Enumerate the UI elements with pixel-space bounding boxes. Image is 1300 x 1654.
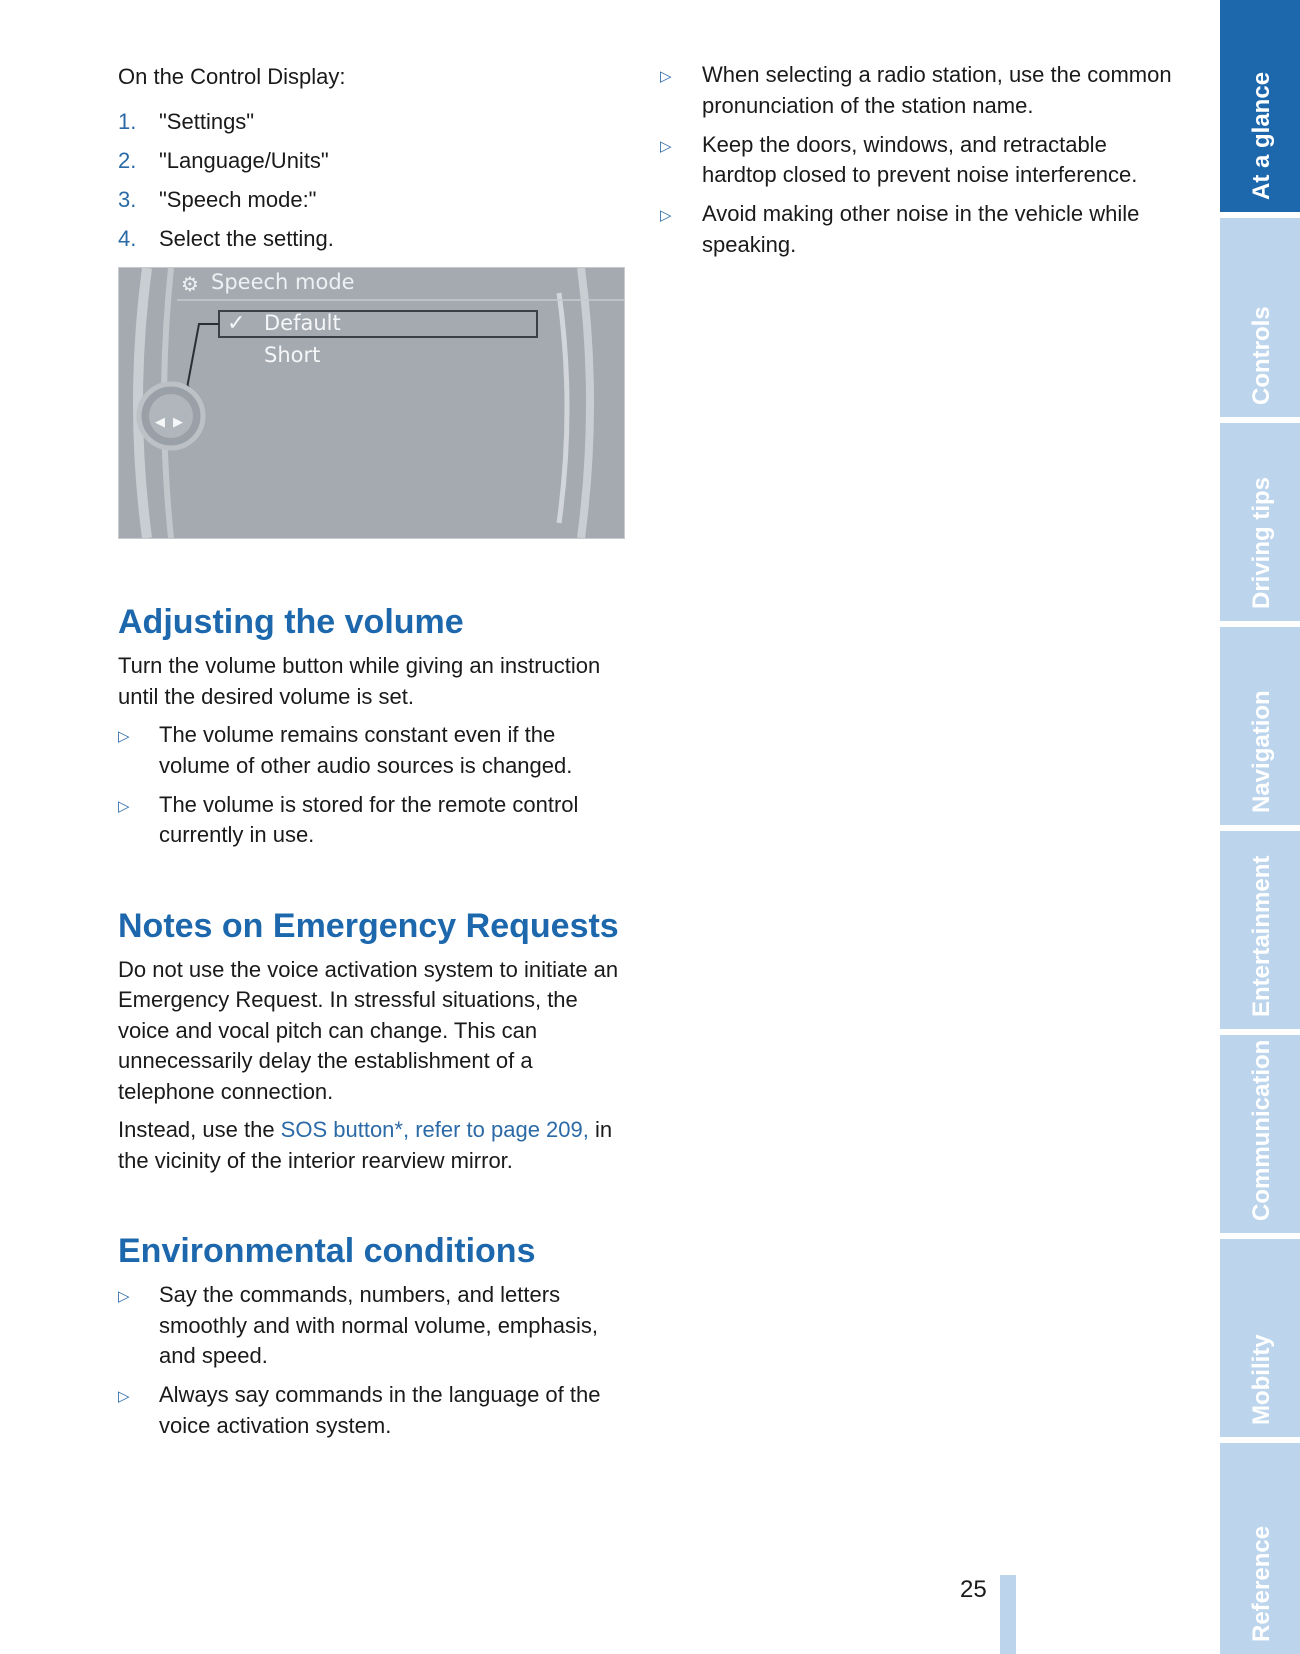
emergency-text: Do not use the voice activation system to initiate an Emergency Request. In stressful situations, the voice and vocal pitch can change. This can unnecessarily delay the establishment of a telephone connection. bbox=[118, 956, 619, 1104]
tab-driving-tips[interactable]: Driving tips bbox=[1220, 423, 1300, 627]
option-default: Default bbox=[264, 311, 341, 335]
tab-communication[interactable]: Communication bbox=[1220, 1035, 1300, 1239]
bullet-triangle-icon: ▷ bbox=[660, 68, 672, 85]
bullet-triangle-icon: ▷ bbox=[660, 137, 672, 155]
steps-list bbox=[118, 107, 623, 255]
page-number: 25 bbox=[960, 1576, 987, 1603]
list-item: 3. "Speech mode:" bbox=[118, 186, 317, 212]
list-item: 2. "Language/Units" bbox=[118, 147, 329, 173]
list-item: ▷ Keep the doors, windows, and retractable hardtop closed to prevent noise interference. bbox=[660, 130, 1172, 191]
bullet-triangle-icon: ▷ bbox=[118, 797, 130, 815]
tab-at-a-glance[interactable]: At a glance bbox=[1220, 0, 1300, 218]
environment-bullets bbox=[118, 1280, 623, 1441]
tab-mobility[interactable]: Mobility bbox=[1220, 1239, 1300, 1443]
section-environment bbox=[118, 1232, 623, 1441]
list-item: 4. Select the setting. bbox=[118, 225, 334, 251]
list-item: ▷ The volume remains constant even if the volume of other audio sources is changed. bbox=[118, 720, 623, 781]
heading-emergency: Notes on Emergency Requests bbox=[118, 906, 619, 945]
list-item: ▷ Say the commands, numbers, and letters smoothly and with normal volume, emphasis, and speed. bbox=[118, 1280, 623, 1372]
tab-controls[interactable]: Controls bbox=[1220, 218, 1300, 423]
tab-entertainment[interactable]: Entertainment bbox=[1220, 831, 1300, 1035]
heading-environment: Environmental conditions bbox=[118, 1232, 536, 1270]
sos-button-link[interactable]: SOS button*, refer to page 209, bbox=[280, 1117, 589, 1142]
checkmark-icon: ✓ bbox=[227, 310, 246, 335]
bullet-triangle-icon: ▷ bbox=[118, 1288, 130, 1305]
right-bullets bbox=[660, 60, 1172, 260]
list-item: 1. "Settings" bbox=[118, 108, 255, 134]
bullet-triangle-icon: ▷ bbox=[660, 207, 672, 224]
emergency-instead-text: Instead, use the SOS button*, refer to page 209, in the vicinity of the interior rearview mirror. bbox=[118, 1117, 613, 1173]
tab-reference[interactable]: Reference bbox=[1220, 1443, 1300, 1654]
volume-text: Turn the volume button while giving an instruction until the desired volume is set. bbox=[118, 653, 601, 709]
list-item: ▷ When selecting a radio station, use the common pronunciation of the station name. bbox=[660, 60, 1172, 121]
list-item: ▷ The volume is stored for the remote control currently in use. bbox=[118, 790, 623, 851]
screen-frame-graphic bbox=[119, 268, 624, 538]
tab-navigation[interactable]: Navigation bbox=[1220, 627, 1300, 831]
section-emergency bbox=[118, 907, 623, 1177]
bullet-triangle-icon: ▷ bbox=[118, 728, 130, 745]
list-item: ▷ Avoid making other noise in the vehicle while speaking. bbox=[660, 199, 1172, 260]
control-display-screenshot bbox=[118, 267, 625, 539]
settings-gear-icon: ⚙ bbox=[181, 274, 199, 296]
page-number-bar bbox=[1000, 1575, 1016, 1654]
intro-text: On the Control Display: bbox=[118, 64, 346, 89]
right-column bbox=[660, 60, 1172, 269]
screen-title: Speech mode bbox=[211, 270, 355, 294]
option-short: Short bbox=[264, 343, 321, 367]
list-item: ▷ Always say commands in the language of the voice activation system. bbox=[118, 1380, 623, 1441]
bullet-triangle-icon: ▷ bbox=[118, 1388, 130, 1405]
volume-bullets bbox=[118, 720, 623, 851]
heading-volume: Adjusting the volume bbox=[118, 603, 464, 641]
left-column bbox=[118, 60, 623, 1450]
chapter-tabs bbox=[1220, 0, 1300, 1654]
controller-arrows-icon: ◀▶ bbox=[155, 414, 191, 429]
section-volume bbox=[118, 603, 623, 851]
